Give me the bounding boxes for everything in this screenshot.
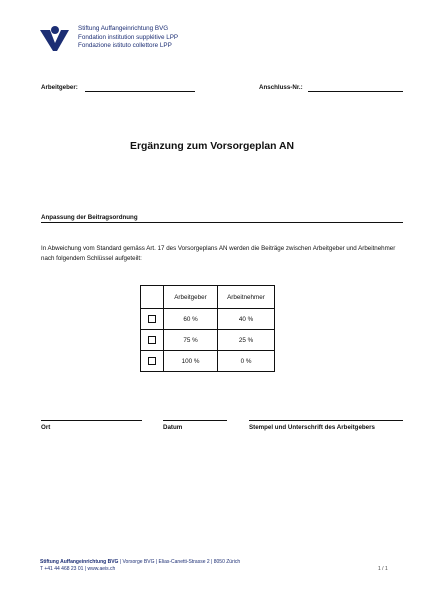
table-header-employer: Arbeitgeber <box>164 286 218 309</box>
foundation-logo <box>38 24 72 52</box>
signature-field[interactable] <box>249 420 403 421</box>
section-heading: Anpassung der Beitragsordnung <box>41 214 138 221</box>
employee-share: 25 % <box>218 330 275 351</box>
footer-address <box>40 559 240 573</box>
org-name-de: Stiftung Auffangeinrichtung BVG <box>78 25 169 32</box>
option-checkbox-75-25[interactable] <box>148 336 156 344</box>
connection-number-field[interactable] <box>308 91 403 92</box>
employer-share: 75 % <box>164 330 218 351</box>
page-number: 1 / 1 <box>378 566 388 572</box>
table-header-row <box>141 286 275 309</box>
table-row <box>141 330 275 351</box>
option-checkbox-100-0[interactable] <box>148 357 156 365</box>
footer-org: Stiftung Auffangeinrichtung BVG <box>40 559 119 565</box>
table-header-employee: Arbeitnehmer <box>218 286 275 309</box>
footer-contact-line: T +41 44 468 23 01 | www.aeis.ch <box>40 566 116 572</box>
employer-label: Arbeitgeber: <box>41 84 78 91</box>
org-name-it: Fondazione istituto collettore LPP <box>78 42 172 50</box>
section-paragraph: In Abweichung vom Standard gemäss Art. 17 des Vorsorgeplans AN werden die Beiträge zwischen Arbeitgeber und Arbeitnehmer nach folgendem Schlüssel aufgeteilt: <box>41 245 396 262</box>
option-checkbox-60-40[interactable] <box>148 315 156 323</box>
section-divider <box>41 222 403 223</box>
table-row <box>141 309 275 330</box>
employer-share: 100 % <box>164 351 218 372</box>
table-header-select <box>141 286 164 309</box>
place-field[interactable] <box>41 420 142 421</box>
contribution-split-table <box>140 285 275 372</box>
date-field[interactable] <box>163 420 227 421</box>
employer-share: 60 % <box>164 309 218 330</box>
org-name-fr: Fondation institution supplétive LPP <box>78 33 179 41</box>
connection-number-label: Anschluss-Nr.: <box>259 84 303 91</box>
date-label: Datum <box>163 424 183 431</box>
employer-field[interactable] <box>85 91 195 92</box>
employee-share: 40 % <box>218 309 275 330</box>
footer-address-line: | Vorsorge BVG | Elias-Canetti-Strasse 2 | 8050 Zürich <box>118 559 241 565</box>
organization-name <box>78 25 178 51</box>
table-row <box>141 351 275 372</box>
employee-share: 0 % <box>218 351 275 372</box>
place-label: Ort <box>41 424 51 431</box>
stamp-signature-label: Stempel und Unterschrift des Arbeitgebers <box>249 424 375 431</box>
document-title: Ergänzung zum Vorsorgeplan AN <box>130 141 294 152</box>
